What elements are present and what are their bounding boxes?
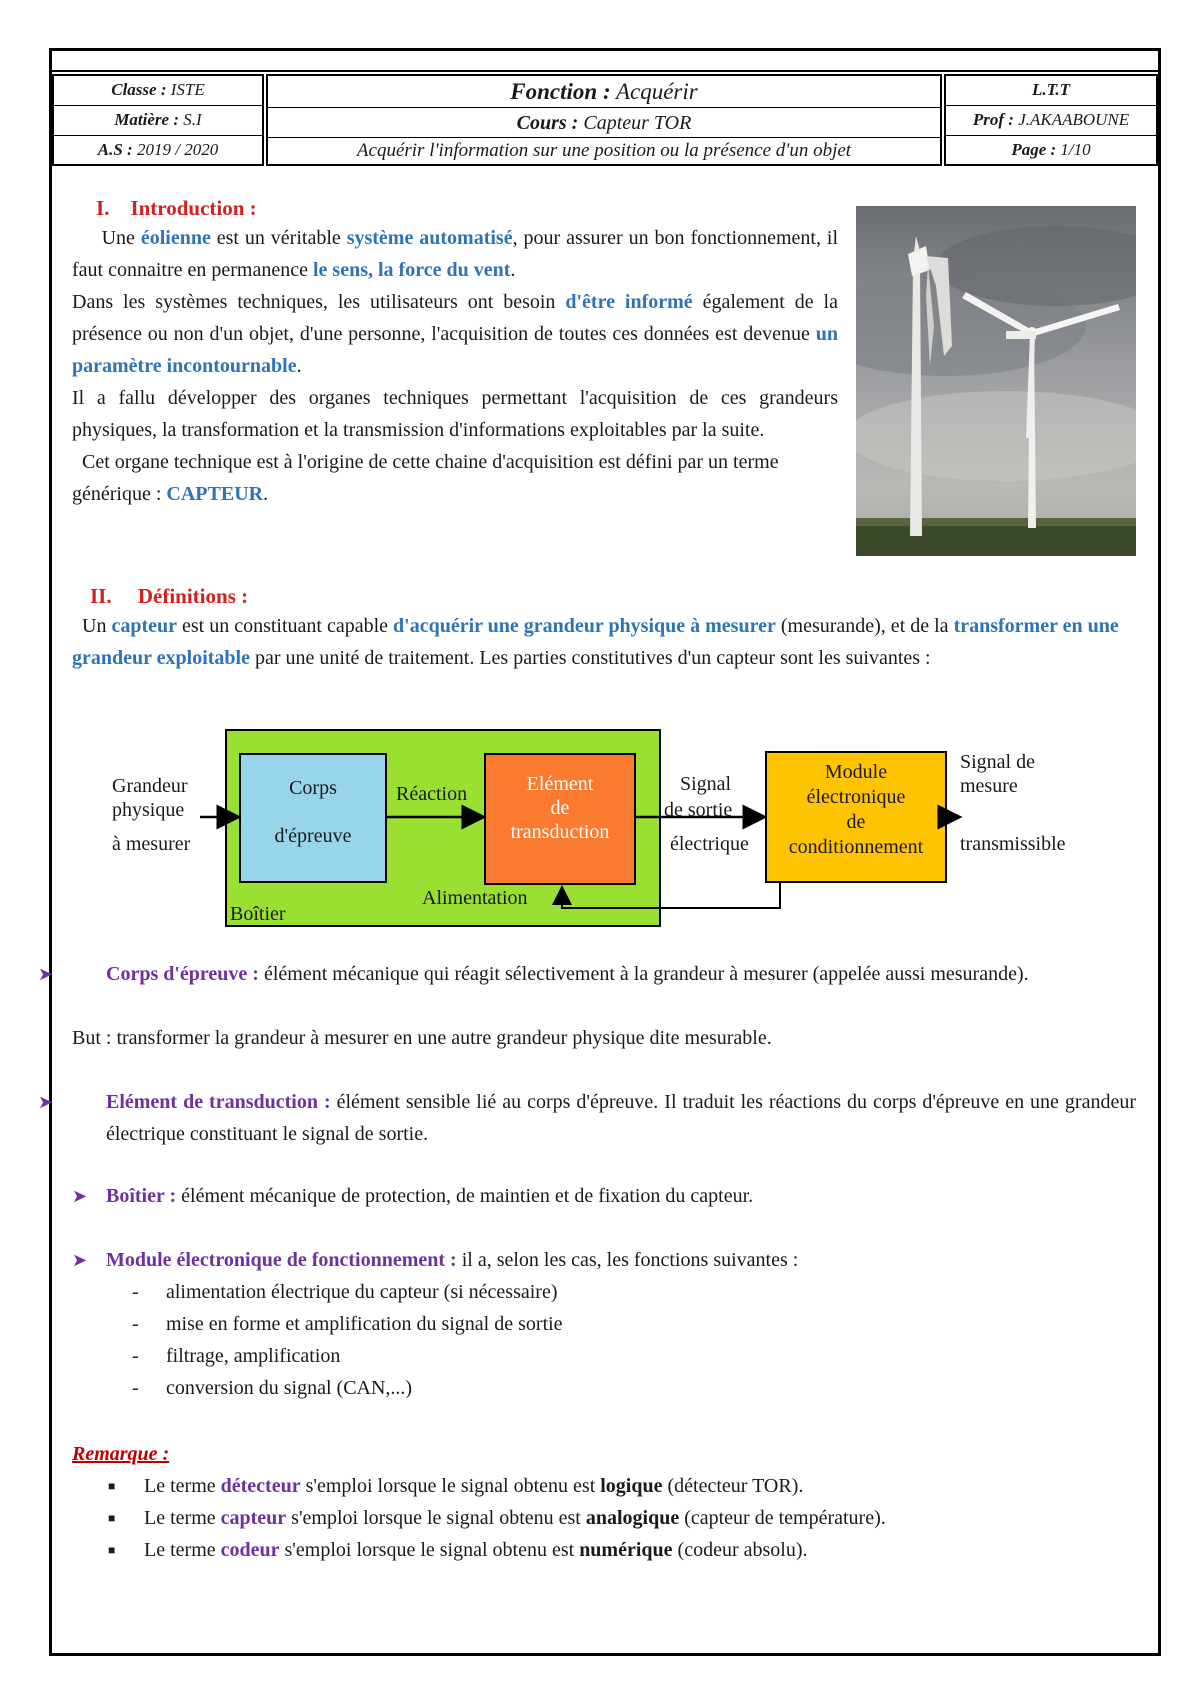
sensor-block-diagram [100,722,1100,934]
intro-paragraph-4: Cet organe technique est à l'origine de cette chaine d'acquisition est défini par un terme générique : CAPTEUR. [72,451,779,505]
item-boitier: ➤ Boîtier : élément mécanique de protection, de maintien et de fixation du capteur. [72,1180,1136,1212]
item-element: ➤ Elément de transduction : élément sensible lié au corps d'épreuve. Il traduit les réactions du corps d'épreuve en une grandeur électrique constituant le signal de sortie. [72,1086,1136,1150]
list-item: ■ Le terme codeur s'emploi lorsque le signal obtenu est numérique (codeur absolu). [108,1534,886,1566]
header-left-cell [52,74,264,166]
prof-row: Prof : J.AKAABOUNE [946,106,1156,136]
arrow-bullet-icon: ➤ [38,1092,54,1112]
list-item: - mise en forme et amplification du signal de sortie [132,1313,563,1335]
definitions-paragraph: Un capteur est un constituant capable d'acquérir une grandeur physique à mesurer (mesurande), et de la transformer en une grandeur exploitable par une unité de traitement. Les parties constitutives d'un capteur sont les suivantes : [72,615,1119,669]
list-item: - filtrage, amplification [132,1345,341,1367]
definitions-body [72,610,1136,674]
alimentation-label: Alimentation [422,887,528,909]
square-bullet-icon: ■ [108,1511,116,1525]
output-label: Signal de mesure transmissible [960,751,1066,855]
definitions-heading: II. Définitions : [90,584,249,608]
list-item: ■ Le terme capteur s'emploi lorsque le signal obtenu est analogique (capteur de température). [108,1502,886,1534]
input-label: Grandeur physique à mesurer [112,775,191,855]
page-row: Page : 1/10 [1011,140,1091,159]
arrow-bullet-icon: ➤ [38,964,54,984]
wind-turbine-photo [856,206,1136,556]
header-mid-cell [266,74,942,166]
list-item: - conversion du signal (CAN,...) [132,1377,413,1399]
square-bullet-icon: ■ [108,1479,116,1493]
cours-row: Cours : Capteur TOR [268,108,940,138]
arrow-bullet-icon: ➤ [72,1186,88,1206]
matiere-row: Matière : S.I [54,106,262,136]
intro-paragraph-1: Une éolienne est un véritable système automatisé, pour assurer un bon fonctionnement, il faut connaitre en permanence le sens, la force du vent. [72,227,839,281]
list-item: ■ Le terme détecteur s'emploi lorsque le signal obtenu est logique (détecteur TOR). [108,1470,886,1502]
intro-body [72,222,838,510]
item-module: ➤ Module électronique de fonctionnement : il a, selon les cas, les fonctions suivantes : [72,1244,1136,1276]
list-item: - alimentation électrique du capteur (si nécessaire) [132,1281,558,1303]
item-corps: ➤ Corps d'épreuve : élément mécanique qui réagit sélectivement à la grandeur à mesurer (appelée aussi mesurande). [72,958,1136,990]
boitier-label: Boîtier [230,903,286,925]
square-bullet-icon: ■ [108,1543,116,1557]
arrow-bullet-icon: ➤ [72,1250,88,1270]
annee-row: A.S : 2019 / 2020 [97,140,219,159]
element-label: Elément de transduction [510,773,610,843]
header-top-band [49,48,1161,72]
intro-heading: I. Introduction : [96,196,257,220]
functions-list [132,1276,563,1404]
intro-paragraph-3: Il a fallu développer des organes techniques permettant l'acquisition de ces grandeurs physiques, la transformation et la transmission d'informations exploitables par la suite. [72,387,838,441]
school-row: L.T.T [946,76,1156,106]
corps-box [240,754,386,882]
reaction-label: Réaction [396,783,468,805]
subtitle-row: Acquérir l'information sur une position ou la présence d'un objet [356,140,852,161]
remarque-list [108,1470,886,1566]
corps-label: Corps d'épreuve [274,777,352,847]
classe-row: Classe : ISTE [54,76,262,106]
but-line: But : transformer la grandeur à mesurer en une autre grandeur physique dite mesurable. [72,1027,772,1049]
header-table [52,74,1158,166]
signal-label: Signal de sortie électrique [664,773,749,855]
header-right-cell [944,74,1158,166]
intro-paragraph-2: Dans les systèmes techniques, les utilisateurs ont besoin d'être informé également de la présence ou non d'un objet, d'une personne, l'acquisition de toutes ces données est devenue un paramètre incontournable. [72,291,838,377]
module-label: Module électronique de conditionnement [788,761,924,858]
fonction-row: Fonction : Acquérir [268,76,940,108]
remarque-title: Remarque : [72,1443,170,1465]
